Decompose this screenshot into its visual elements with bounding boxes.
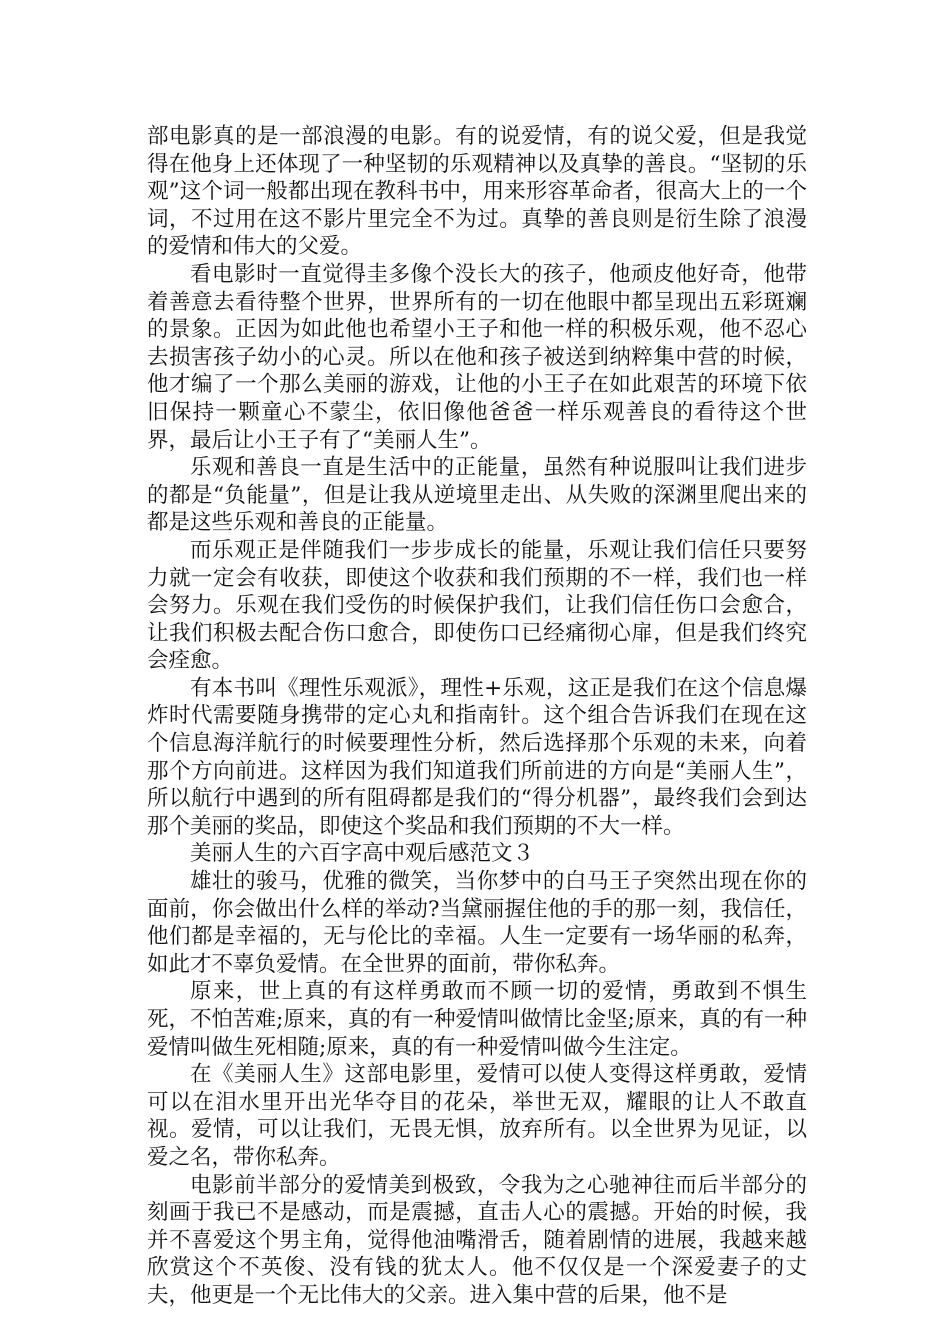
paragraph: 在《美丽人生》这部电影里，爱情可以使人变得这样勇敢，爱情可以在泪水里开出光华夺目的花朵，举世无双，耀眼的让人不敢直视。爱情，可以让我们，无畏无惧，放弃所有。以全世界为见证，以爱之名，带你私奔。 (147, 1062, 807, 1170)
paragraph: 有本书叫《理性乐观派》，理性+乐观，这正是我们在这个信息爆炸时代需要随身携带的定心丸和指南针。这个组合告诉我们在现在这个信息海洋航行的时候要理性分析，然后选择那个乐观的未来，向着那个方向前进。这样因为我们知道我们所前进的方向是“美丽人生”，所以航行中遇到的所有阻碍都是我们的“得分机器”，最终我们会到达那个美丽的奖品，即使这个奖品和我们预期的不大一样。 (147, 675, 807, 839)
paragraph-continuation: 部电影真的是一部浪漫的电影。有的说爱情，有的说父爱，但是我觉得在他身上还体现了一种坚韧的乐观精神以及真挚的善良。“坚韧的乐观”这个词一般都出现在教科书中，用来形容革命者，很高大上的一个词，不过用在这不影片里完全不为过。真挚的善良则是衍生除了浪漫的爱情和伟大的父爱。 (147, 124, 807, 260)
paragraph: 而乐观正是伴随我们一步步成长的能量，乐观让我们信任只要努力就一定会有收获，即使这个收获和我们预期的不一样，我们也一样会努力。乐观在我们受伤的时候保护我们，让我们信任伤口会愈合，让我们积极去配合伤口愈合，即使伤口已经痛彻心扉，但是我们终究会痊愈。 (147, 537, 807, 674)
paragraph: 电影前半部分的爱情美到极致，令我为之心驰神往而后半部分的刻画于我已不是感动，而是震撼，直击人心的震撼。开始的时候，我并不喜爱这个男主角，觉得他油嘴滑舌，随着剧情的进展，我越来越欣赏这个不英俊、没有钱的犹太人。他不仅仅是一个深爱妻子的丈夫，他更是一个无比伟大的父亲。进入集中营的后果，他不是 (147, 1172, 807, 1308)
document-body (147, 123, 807, 1310)
paragraph: 雄壮的骏马，优雅的微笑，当你梦中的白马王子突然出现在你的面前，你会做出什么样的举动?当黛丽握住他的手的那一刻，我信任，他们都是幸福的，无与伦比的幸福。人生一定要有一场华丽的私奔，如此才不辜负爱情。在全世界的面前，带你私奔。 (147, 869, 807, 977)
section-heading: 美丽人生的六百字高中观后感范文３ (190, 841, 535, 867)
paragraph: 看电影时一直觉得圭多像个没长大的孩子，他顽皮他好奇，他带着善意去看待整个世界，世界所有的一切在他眼中都呈现出五彩斑斓的景象。正因为如此他也希望小王子和他一样的积极乐观，他不忍心去损害孩子幼小的心灵。所以在他和孩子被送到纳粹集中营的时候，他才编了一个那么美丽的游戏，让他的小王子在如此艰苦的环境下依旧保持一颗童心不蒙尘，依旧像他爸爸一样乐观善良的看待这个世界，最后让小王子有了“美丽人生”。 (147, 261, 807, 453)
paragraph: 原来，世上真的有这样勇敢而不顾一切的爱情，勇敢到不惧生死，不怕苦难;原来，真的有一种爱情叫做情比金坚;原来，真的有一种爱情叫做生死相随;原来，真的有一种爱情叫做今生注定。 (147, 979, 807, 1060)
paragraph: 乐观和善良一直是生活中的正能量，虽然有种说服叫让我们进步的都是“负能量”，但是让我从逆境里走出、从失败的深渊里爬出来的都是这些乐观和善良的正能量。 (147, 455, 807, 536)
